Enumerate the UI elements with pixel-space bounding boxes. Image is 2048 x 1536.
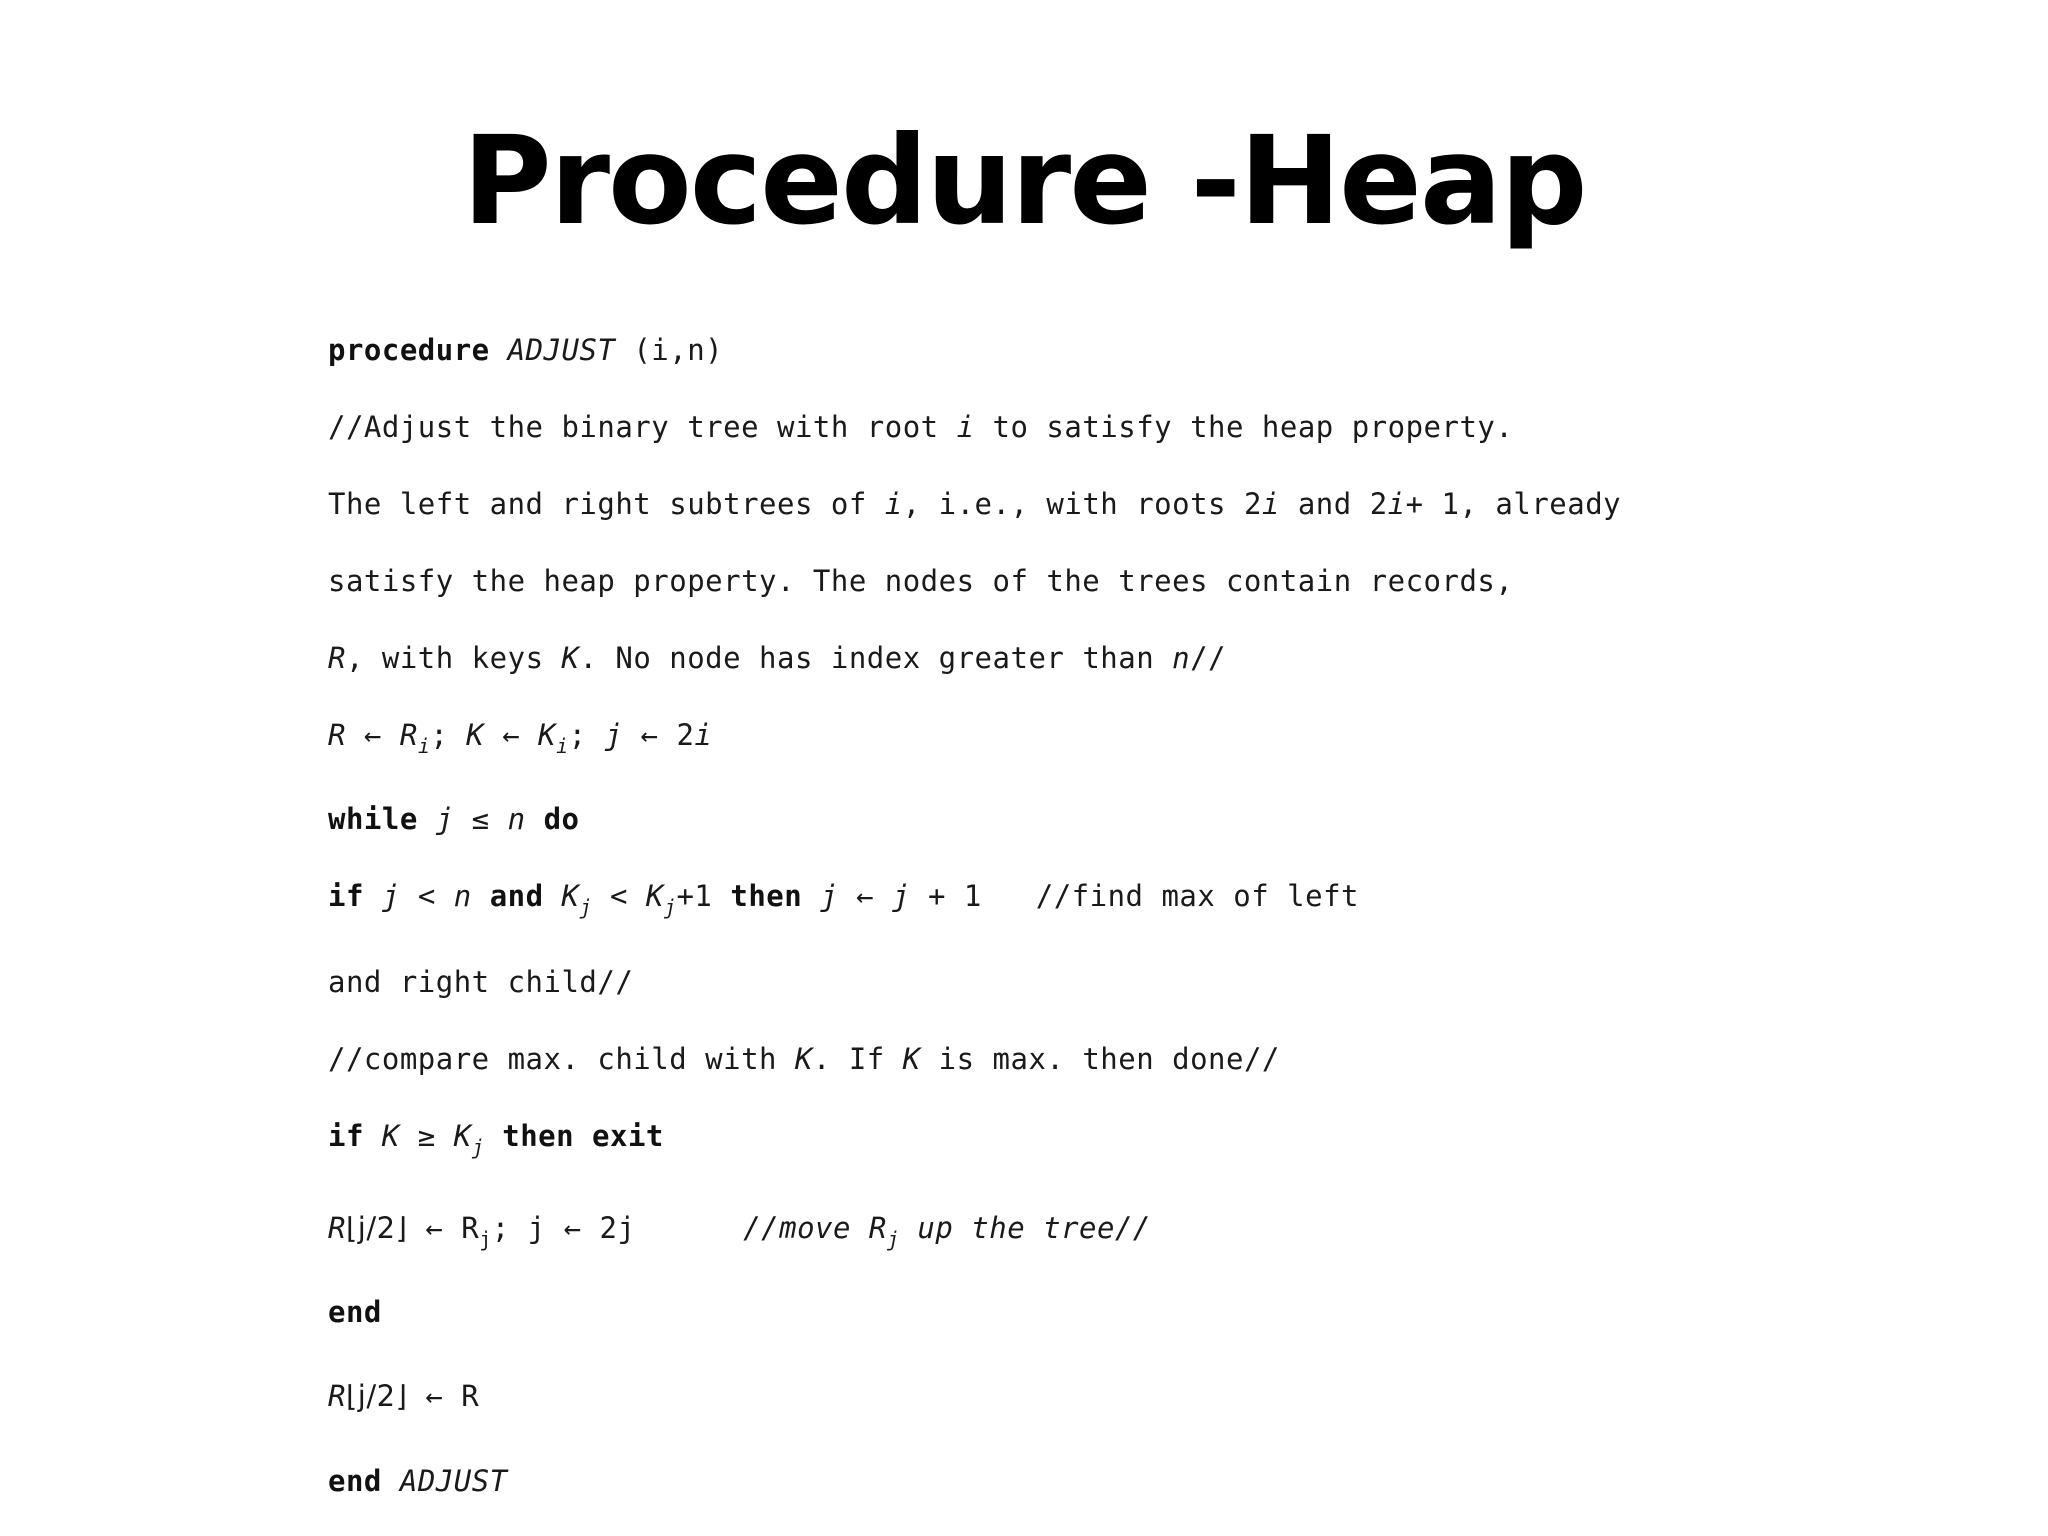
code-subscript: j (471, 1135, 485, 1159)
code-subscript: j (579, 895, 593, 919)
code-line-2 (328, 407, 1513, 447)
code-var: j (892, 879, 910, 913)
code-line-8 (328, 876, 1360, 919)
keyword: then (730, 879, 803, 913)
procedure-name: ADJUST (399, 1464, 508, 1498)
code-comment: //move R (743, 1211, 887, 1245)
code-var: R (399, 718, 418, 752)
code-line-15 (328, 1461, 508, 1501)
code-var: K (466, 718, 485, 752)
code-line-6 (328, 715, 713, 758)
code-comment: . If (812, 1042, 903, 1076)
code-comment: //find max of left (1035, 879, 1360, 913)
code-line-7 (328, 799, 580, 839)
keyword: while (328, 802, 418, 836)
code-op: < (399, 879, 454, 913)
code-text: and 2 (1279, 487, 1388, 521)
code-subscript: i (556, 734, 569, 758)
code-var: j (604, 718, 623, 752)
code-var: R (328, 1379, 346, 1413)
code-var: K (538, 718, 557, 752)
code-var: K (794, 1042, 813, 1076)
code-text: // (1190, 641, 1227, 675)
code-var: n (453, 879, 472, 913)
code-var: i (1261, 487, 1280, 521)
code-var: K (381, 1119, 400, 1153)
code-line-5 (328, 638, 1226, 678)
code-var: K (645, 879, 664, 913)
keyword: if (328, 1119, 364, 1153)
code-var: R (328, 1211, 346, 1245)
code-op: ← (484, 718, 539, 752)
keyword: and (489, 879, 544, 913)
code-line-14 (328, 1376, 479, 1416)
code-var: K (561, 879, 580, 913)
code-comment: up the tree// (899, 1211, 1151, 1245)
keyword: end (328, 1295, 382, 1329)
code-var: i (694, 718, 713, 752)
code-text: ; j ← 2j (491, 1211, 636, 1245)
code-var: R (328, 718, 346, 752)
code-line-3 (328, 484, 1621, 524)
procedure-args: (i,n) (633, 333, 724, 367)
code-text: satisfy the heap property. The nodes of the trees contain records, (328, 564, 1514, 598)
code-var: K (561, 641, 580, 675)
code-op: ← (345, 718, 400, 752)
code-line-9 (328, 962, 633, 1002)
code-var: K (453, 1119, 472, 1153)
code-line-1 (328, 330, 723, 370)
code-text: , i.e., with roots 2 (902, 487, 1262, 521)
code-text: ; (568, 718, 605, 752)
keyword: if (328, 879, 364, 913)
slide-title: Procedure -Heap (462, 110, 1586, 252)
keyword: do (543, 802, 580, 836)
code-line-12 (328, 1208, 1151, 1251)
code-line-13 (328, 1292, 382, 1332)
code-text: ← R (407, 1379, 480, 1413)
code-op: < (592, 879, 646, 913)
code-var: R (328, 641, 346, 675)
code-text: ; (430, 718, 467, 752)
code-var: n (507, 802, 526, 836)
code-comment: //compare max. child with (328, 1042, 795, 1076)
code-subscript: j (886, 1227, 900, 1251)
code-op: ≤ (453, 802, 508, 836)
code-line-10 (328, 1039, 1280, 1079)
keyword: procedure (328, 333, 490, 367)
code-comment: is max. then done// (920, 1042, 1280, 1076)
code-comment: and right child// (328, 965, 634, 999)
code-text: //Adjust the binary tree with root (328, 410, 957, 444)
code-text: + 1 (910, 879, 982, 913)
code-op: ← R (407, 1211, 480, 1245)
keyword: end (328, 1464, 382, 1498)
code-text: to satisfy the heap property. (974, 410, 1514, 444)
code-var: i (884, 487, 903, 521)
code-floor-expr: ⌊j/2⌋ (345, 1379, 408, 1413)
code-subscript: i (417, 734, 431, 758)
code-line-4 (328, 561, 1513, 601)
keyword: then exit (502, 1119, 664, 1153)
code-var: j (820, 879, 839, 913)
code-var: i (956, 410, 975, 444)
code-text: The left and right subtrees of (328, 487, 885, 521)
code-text: . No node has index greater than (579, 641, 1173, 675)
code-op: ≥ (399, 1119, 454, 1153)
code-text: 2 (676, 718, 695, 752)
code-subscript: j (479, 1227, 492, 1251)
code-op: ← (622, 718, 677, 752)
code-var: K (902, 1042, 921, 1076)
code-subscript: j (663, 895, 677, 919)
code-line-11 (328, 1116, 664, 1159)
code-text: , with keys (345, 641, 562, 675)
code-var: j (381, 879, 400, 913)
code-var: i (1387, 487, 1406, 521)
code-var: j (435, 802, 454, 836)
procedure-name: ADJUST (507, 333, 616, 367)
code-op: ← (838, 879, 893, 913)
code-floor-expr: ⌊j/2⌋ (345, 1211, 408, 1245)
code-text: + 1, already (1405, 487, 1622, 521)
code-var: n (1172, 641, 1191, 675)
code-text: +1 (676, 879, 713, 913)
